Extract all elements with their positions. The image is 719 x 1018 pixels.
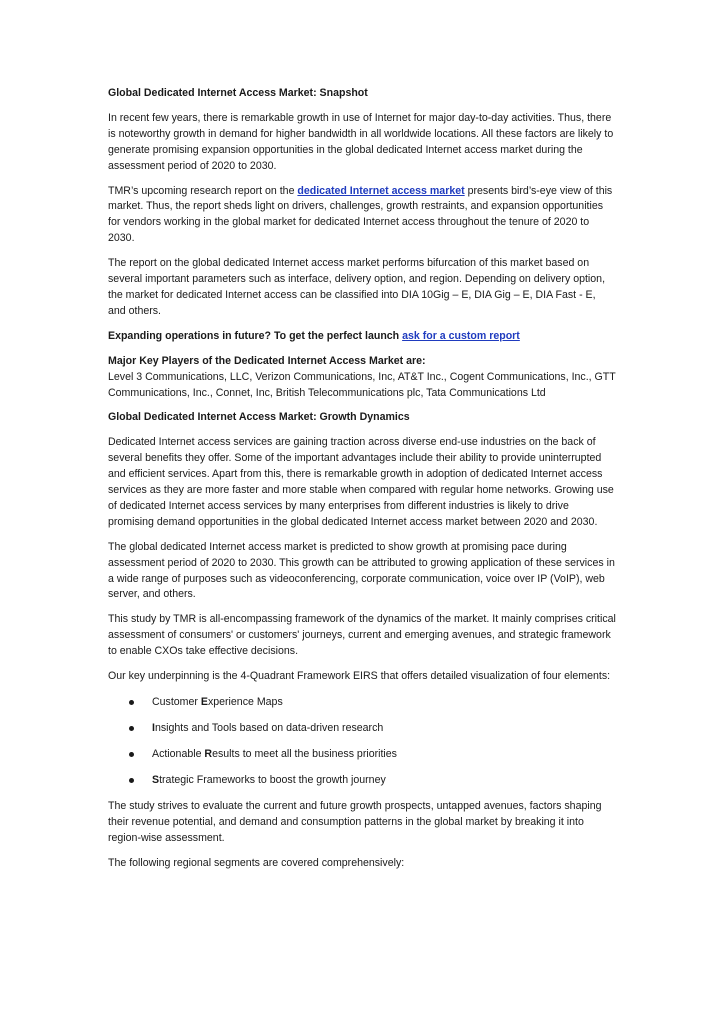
section-heading-growth: Global Dedicated Internet Access Market: Growth Dynamics (108, 411, 410, 424)
bullet-post: nsights and Tools based on data-driven research (154, 722, 384, 734)
paragraph-segmentation: The report on the global dedicated Internet access market performs bifurcation of this market based on several important parameters such as interface, delivery option, and region. Depending on delivery option, the market for dedicated Internet access can be classified into DIA 10Gig – E, DIA Gig – E, DIA Fast - E, and others. (108, 257, 606, 317)
bullet-post: esults to meet all the business priorities (212, 748, 397, 760)
bullet-item (108, 721, 616, 737)
bullet-initial: I (152, 722, 155, 734)
bullet-post: xperience Maps (207, 696, 283, 708)
cta-text: Expanding operations in future? To get the perfect launch (108, 329, 403, 342)
market-report-link[interactable]: dedicated Internet access market (297, 184, 465, 197)
bullet-dot-icon (129, 778, 134, 783)
paragraph-benefits: Dedicated Internet access services are gaining traction across diverse end-use industries on the back of several benefits they offer. Some of the important advantages include their ability to provide uninterrupted and efficient services. Apart from this, there is remarkable growth in adoption of dedicated Internet access services as they are more faster and more stable when compared with regular home networks. Growing use of dedicated Internet access services by many enterprises from different industries is likely to drive promising demand opportunities in the global dedicated Internet access market between 2020 and 2030. (108, 436, 614, 528)
key-players-list: Level 3 Communications, LLC, Verizon Communications, Inc, AT&T Inc., Cogent Communications, Inc., GTT Communications, Inc., Connet, Inc, British Telecommunications plc, Tata Communications Ltd (108, 370, 616, 399)
paragraph-growth-forecast: The global dedicated Internet access market is predicted to show growth at promising pace during assessment period of 2020 to 2030. This growth can be attributed to growing application of these services in a wide range of purposes such as videoconferencing, corporate communication, voice over IP (VoIP), web server, and others. (108, 540, 615, 601)
bullet-initial: R (204, 748, 213, 760)
report-overview-lead: TMR’s upcoming research report on the (108, 184, 298, 197)
paragraph-regional-assessment: The study strives to evaluate the current and future growth prospects, untapped avenues, factors shaping their revenue potential, and demand and consumption patterns in the global market by breaking it into region-wise assessment. (108, 800, 602, 844)
bullet-pre: Actionable (152, 748, 205, 760)
paragraph-eirs-intro: Our key underpinning is the 4-Quadrant Framework EIRS that offers detailed visualization of four elements: (108, 670, 611, 683)
bullet-item (108, 773, 616, 789)
paragraph-intro: In recent few years, there is remarkable growth in use of Internet for major day-to-day activities. Thus, there is noteworthy growth in demand for higher bandwidth in all worldwide locations. All these factors are likely to generate promising expansion opportunities in the global dedicated Internet access market during the assessment period of 2020 to 2030. (108, 111, 614, 172)
bullet-dot-icon (129, 726, 134, 731)
report-overview-rest: presents bird’s-eye view of this market. Thus, the report sheds light on drivers, challenges, growth restraints, and expansion opportunities for vendors working in the global market for dedicated Internet access throughout the tenure of 2020 to 2030. (108, 184, 613, 245)
bullet-dot-icon (129, 752, 134, 757)
paragraph-regional-segments: The following regional segments are covered comprehensively: (108, 856, 405, 869)
key-players-block (108, 354, 616, 402)
bullet-pre: Customer (152, 696, 201, 708)
document-page (108, 86, 616, 881)
bullet-dot-icon (129, 700, 134, 705)
bullet-initial: E (200, 696, 208, 708)
bullet-item (108, 695, 616, 711)
paragraph-report-overview (108, 184, 616, 248)
custom-report-link[interactable]: ask for a custom report (402, 329, 520, 342)
key-players-heading: Major Key Players of the Dedicated Internet Access Market are: (108, 354, 426, 367)
bullet-post: trategic Frameworks to boost the growth journey (159, 774, 386, 786)
bullet-item (108, 747, 616, 763)
paragraph-study-framework: This study by TMR is all-encompassing framework of the dynamics of the market. It mainly comprises critical assessment of consumers' or customers' journeys, current and emerging avenues, and strategic framework to enable CXOs take effective decisions. (108, 613, 616, 658)
custom-report-cta (108, 329, 616, 345)
bullet-initial: S (152, 774, 160, 786)
eirs-bullet-list (108, 695, 616, 789)
section-heading-snapshot: Global Dedicated Internet Access Market: Snapshot (108, 87, 368, 99)
